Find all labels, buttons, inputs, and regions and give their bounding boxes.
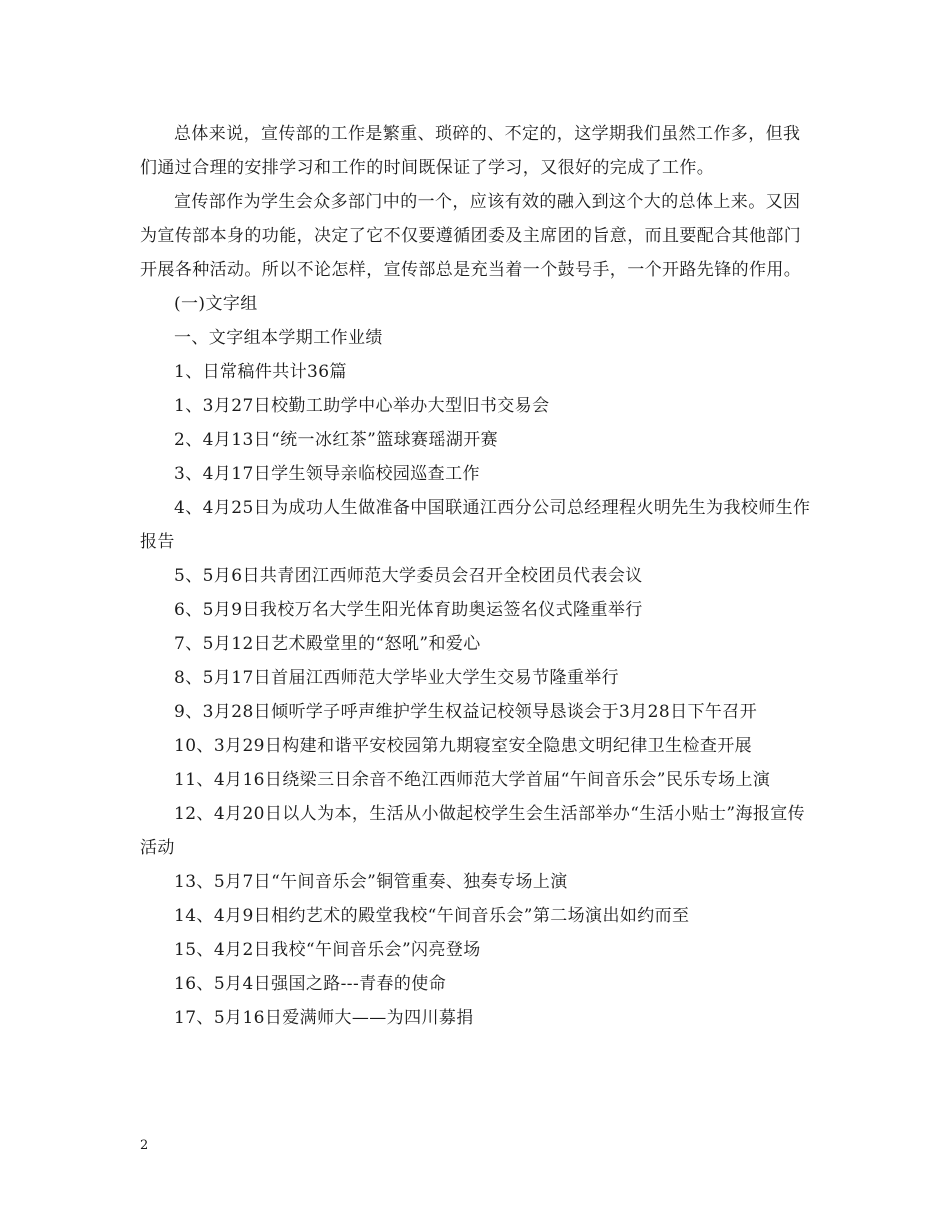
list-item: 4、4月25日为成功人生做准备中国联通江西分公司总经理程火明先生为我校师生作报告 bbox=[140, 498, 811, 552]
paragraph-summary-1: 总体来说，宣传部的工作是繁重、琐碎的、不定的，这学期我们虽然工作多，但我们通过合理的安排学习和工作的时间既保证了学习，又很好的完成了工作。 bbox=[140, 124, 801, 178]
list-item: 17、5月16日爱满师大——为四川募捐 bbox=[174, 1008, 474, 1028]
list-item: 8、5月17日首届江西师范大学毕业大学生交易节隆重举行 bbox=[174, 668, 620, 688]
list-heading: 1、日常稿件共计36篇 bbox=[174, 362, 347, 382]
subsection-heading: 一、文字组本学期工作业绩 bbox=[174, 328, 383, 348]
list-item: 2、4月13日“统一冰红茶”篮球赛瑶湖开赛 bbox=[174, 430, 499, 450]
page-number: 2 bbox=[140, 1138, 149, 1153]
list-item: 14、4月9日相约艺术的殿堂我校“午间音乐会”第二场演出如约而至 bbox=[174, 906, 690, 926]
list-item: 15、4月2日我校“午间音乐会”闪亮登场 bbox=[174, 940, 481, 960]
list-item: 6、5月9日我校万名大学生阳光体育助奥运签名仪式隆重举行 bbox=[174, 600, 643, 620]
document-body bbox=[140, 117, 812, 1035]
paragraph-summary-2: 宣传部作为学生会众多部门中的一个，应该有效的融入到这个大的总体上来。又因为宣传部本身的功能，决定了它不仅要遵循团委及主席团的旨意，而且要配合其他部门开展各种活动。所以不论怎样，宣传部总是充当着一个鼓号手，一个开路先锋的作用。 bbox=[140, 192, 802, 280]
list-item: 13、5月7日“午间音乐会”铜管重奏、独奏专场上演 bbox=[174, 872, 568, 892]
list-item: 12、4月20日以人为本，生活从小做起校学生会生活部举办“生活小贴士”海报宣传活动 bbox=[140, 804, 806, 858]
list-item: 5、5月6日共青团江西师范大学委员会召开全校团员代表会议 bbox=[174, 566, 643, 586]
list-item: 11、4月16日绕梁三日余音不绝江西师范大学首届“午间音乐会”民乐专场上演 bbox=[174, 770, 771, 790]
list-item: 10、3月29日构建和谐平安校园第九期寝室安全隐患文明纪律卫生检查开展 bbox=[174, 736, 753, 756]
section-heading: (一)文字组 bbox=[174, 294, 258, 314]
list-item: 3、4月17日学生领导亲临校园巡查工作 bbox=[174, 464, 480, 484]
list-item: 7、5月12日艺术殿堂里的“怒吼”和爱心 bbox=[174, 634, 481, 654]
list-item: 9、3月28日倾听学子呼声维护学生权益记校领导恳谈会于3月28日下午召开 bbox=[174, 702, 758, 722]
list-item: 1、3月27日校勤工助学中心举办大型旧书交易会 bbox=[174, 396, 550, 416]
list-item: 16、5月4日强国之路---青春的使命 bbox=[174, 974, 447, 994]
